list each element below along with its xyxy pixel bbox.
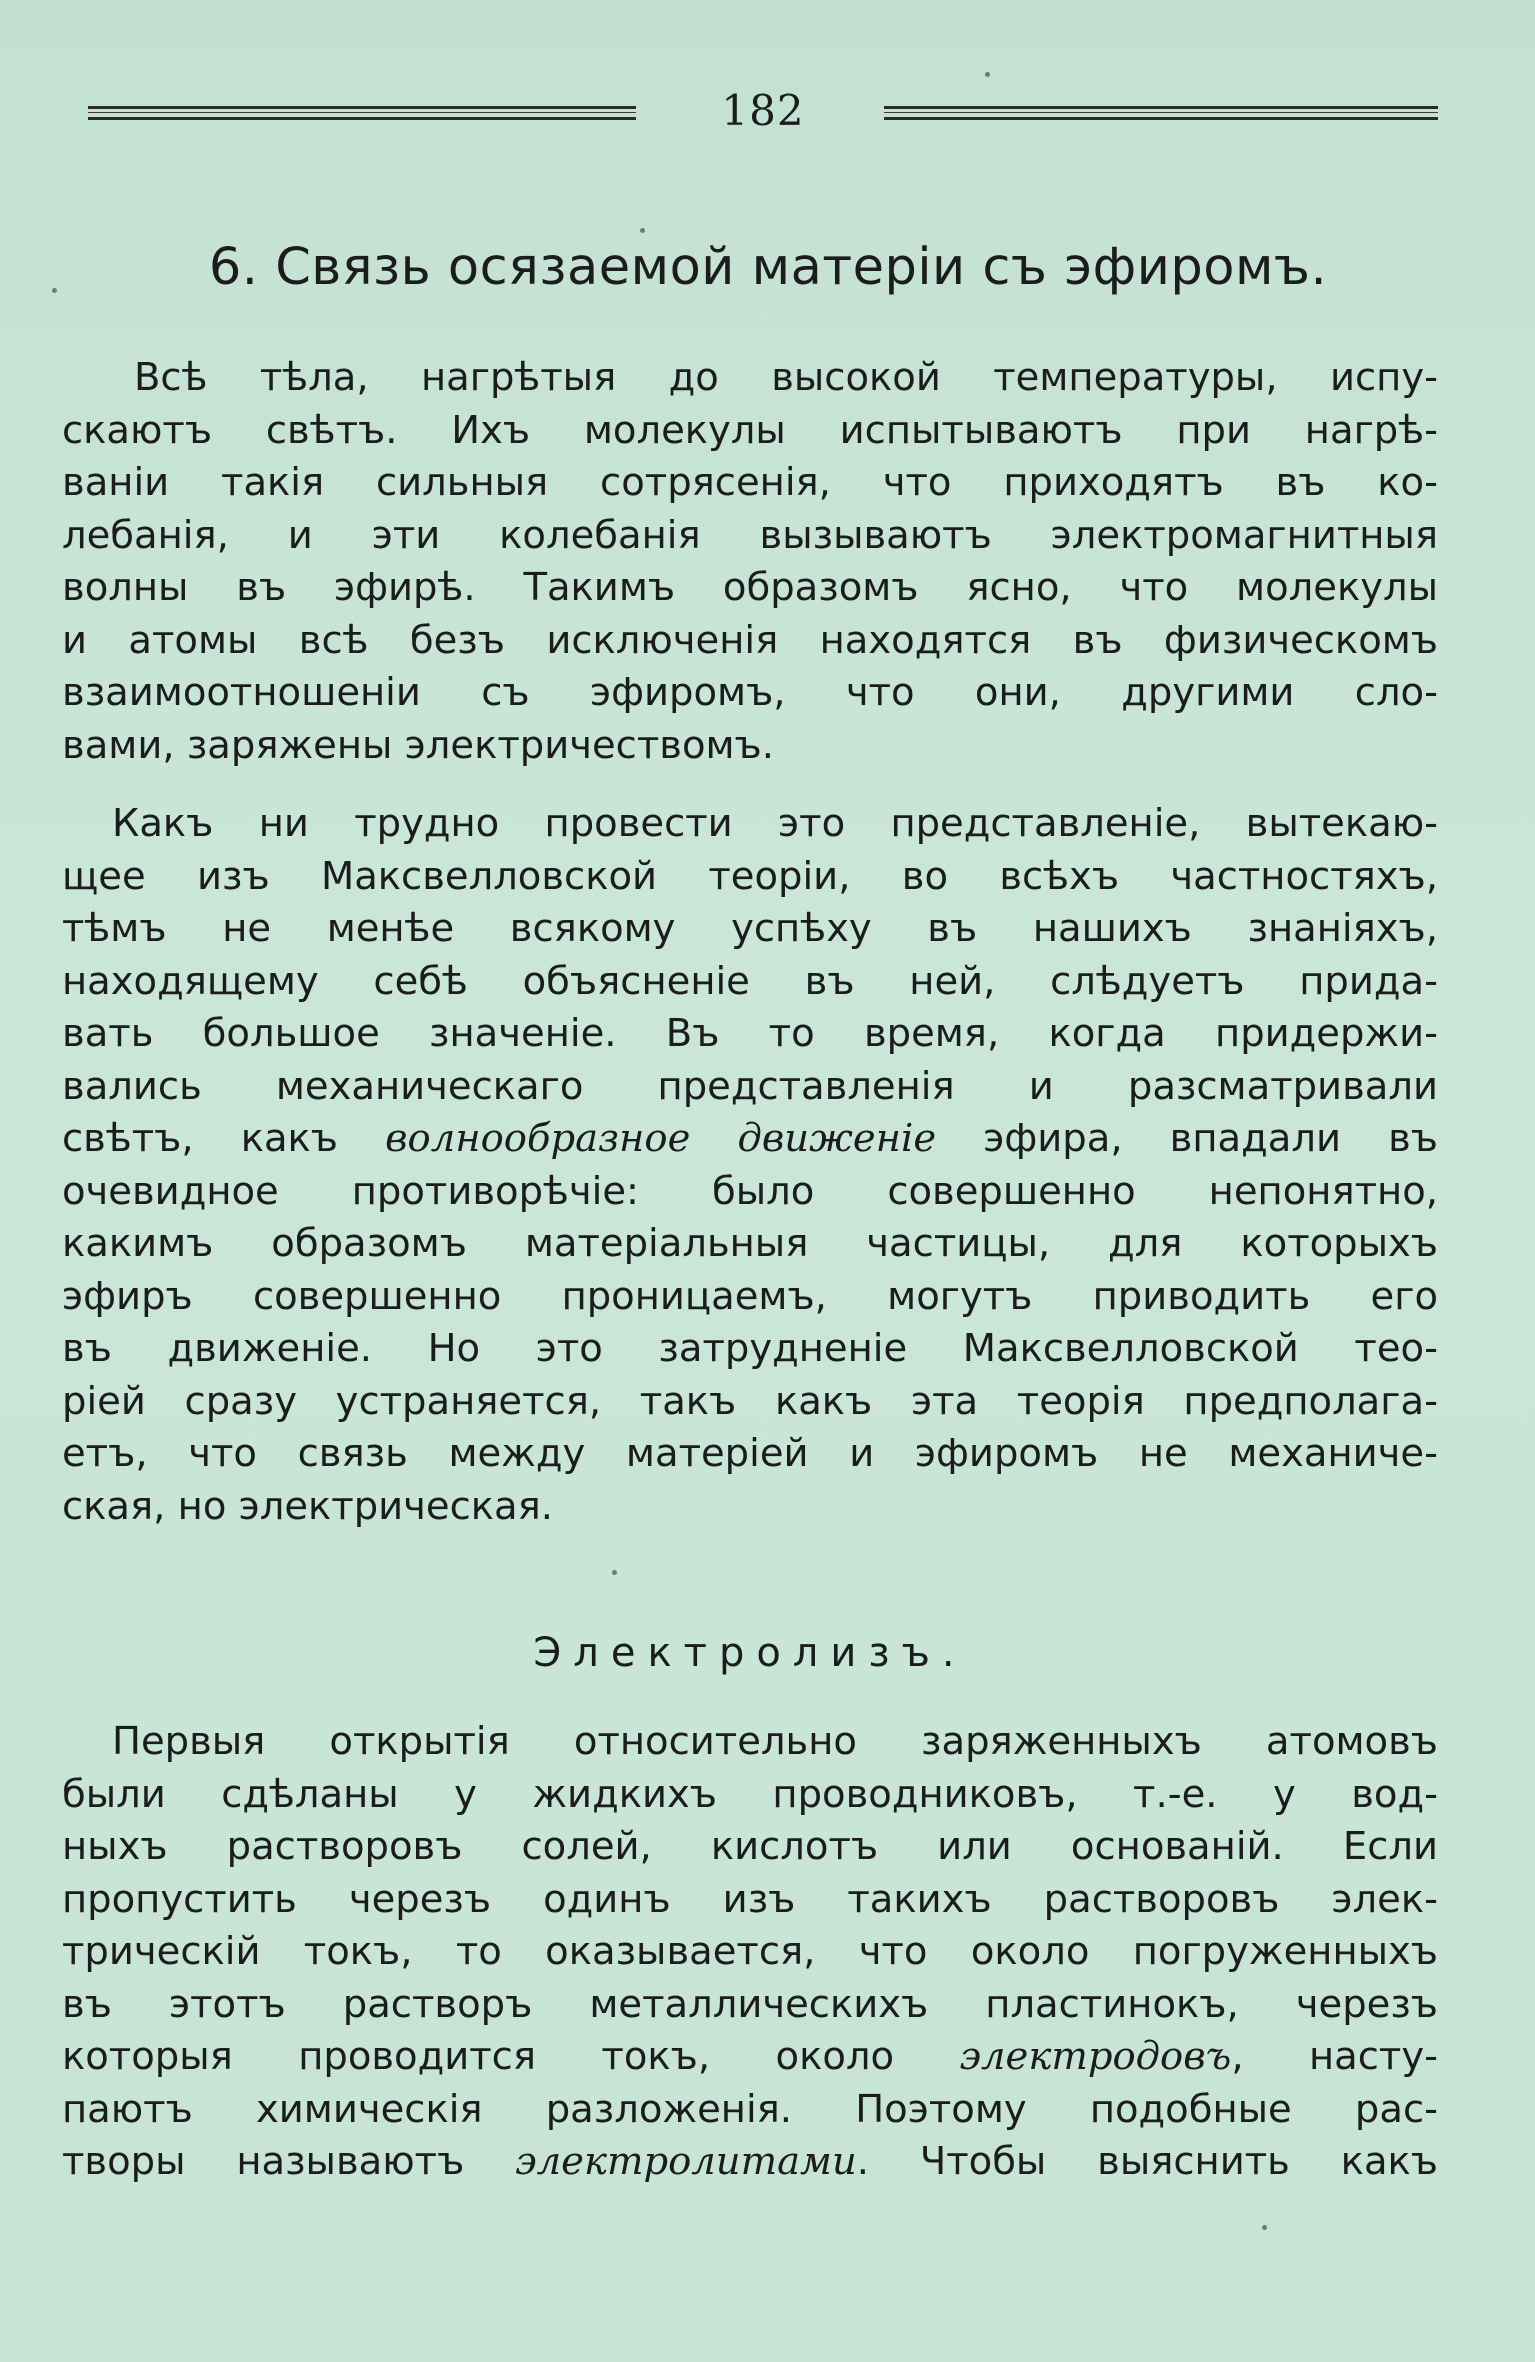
text-line: ваніи такія сильныя сотрясенія, что приходятъ въ ко- bbox=[62, 460, 1438, 505]
text-line: очевидное противорѣчіе: было совершенно непонятно, bbox=[62, 1168, 1438, 1214]
text-line: волны въ эфирѣ. Такимъ образомъ ясно, что молекулы bbox=[62, 565, 1438, 610]
text-line: вались механическаго представленія и разсматривали bbox=[62, 1063, 1438, 1109]
text-line: ныхъ растворовъ солей, кислотъ или основаній. Если bbox=[62, 1824, 1438, 1869]
text-line: скаютъ свѣтъ. Ихъ молекулы испытываютъ при нагрѣ- bbox=[62, 407, 1438, 453]
header-rule-right bbox=[884, 106, 1438, 120]
text-run: свѣтъ, какъ bbox=[62, 1116, 386, 1161]
paragraph-2 bbox=[62, 798, 1438, 1533]
text-line: были сдѣланы у жидкихъ проводниковъ, т.-е. у вод- bbox=[62, 1771, 1438, 1817]
paper-speck bbox=[612, 1570, 617, 1575]
paper-speck bbox=[52, 288, 57, 293]
text-line bbox=[62, 2136, 1438, 2189]
paper-speck bbox=[985, 72, 990, 77]
text-line: Какъ ни трудно провести это представленіе, вытекаю- bbox=[112, 801, 1438, 846]
text-run: творы называютъ bbox=[62, 2139, 516, 2184]
text-line: пропустить черезъ одинъ изъ такихъ растворовъ элек- bbox=[62, 1876, 1438, 1922]
text-run: . Чтобы выяснить какъ bbox=[856, 2139, 1438, 2184]
text-line: лебанія, и эти колебанія вызываютъ электромагнитныя bbox=[62, 512, 1438, 558]
text-run: эфира, впадали въ bbox=[936, 1116, 1438, 1161]
text-line: въ движеніе. Но это затрудненіе Максвелловской тео- bbox=[62, 1326, 1438, 1371]
text-line: Первыя открытія относительно заряженныхъ атомовъ bbox=[112, 1719, 1438, 1764]
text-line: вать большое значеніе. Въ то время, когда придержи- bbox=[62, 1011, 1438, 1056]
text-line: эфиръ совершенно проницаемъ, могутъ приводить его bbox=[62, 1273, 1438, 1319]
text-run: , насту- bbox=[1231, 2034, 1439, 2079]
paragraph-1 bbox=[62, 352, 1438, 772]
header-rule-left bbox=[88, 106, 636, 120]
text-line: взаимоотношеніи съ эфиромъ, что они, другими сло- bbox=[62, 670, 1438, 715]
text-line: паютъ химическія разложенія. Поэтому подобные рас- bbox=[62, 2086, 1438, 2132]
italic-term: волнообразное движеніе bbox=[385, 1116, 937, 1161]
text-line: ская, но электрическая. bbox=[62, 1483, 554, 1529]
text-line: ріей сразу устраняется, такъ какъ эта теорія предполага- bbox=[62, 1378, 1438, 1424]
text-line bbox=[62, 1113, 1438, 1166]
text-line: етъ, что связь между матеріей и эфиромъ не механиче- bbox=[62, 1431, 1438, 1476]
text-line: щее изъ Максвелловской теоріи, во всѣхъ частностяхъ, bbox=[62, 853, 1438, 899]
text-line: вами, заряжены электричествомъ. bbox=[62, 722, 774, 768]
paragraph-3 bbox=[62, 1716, 1438, 2189]
text-line: въ этотъ растворъ металлическихъ пластинокъ, черезъ bbox=[62, 1981, 1438, 2027]
subheading-electrolysis: Электролизъ. bbox=[533, 1630, 967, 1676]
page-number: 182 bbox=[721, 86, 805, 135]
italic-term: электролитами bbox=[515, 2139, 857, 2184]
paper-speck bbox=[640, 228, 645, 233]
text-line: находящему себѣ объясненіе въ ней, слѣдуетъ прида- bbox=[62, 958, 1438, 1004]
text-run: которыя проводится токъ, около bbox=[62, 2034, 960, 2079]
text-line: Всѣ тѣла, нагрѣтыя до высокой температуры, испу- bbox=[134, 355, 1438, 400]
section-title: 6. Связь осязаемой матеріи съ эфиромъ. bbox=[208, 238, 1328, 297]
italic-term: электродовъ bbox=[959, 2034, 1232, 2079]
page-header bbox=[88, 86, 1438, 140]
text-line bbox=[62, 2031, 1438, 2084]
text-line: тѣмъ не менѣе всякому успѣху въ нашихъ знаніяхъ, bbox=[62, 906, 1438, 951]
text-line: трическій токъ, то оказывается, что около погруженныхъ bbox=[62, 1929, 1438, 1974]
text-line: какимъ образомъ матеріальныя частицы, для которыхъ bbox=[62, 1221, 1438, 1266]
text-line: и атомы всѣ безъ исключенія находятся въ физическомъ bbox=[62, 617, 1438, 663]
paper-speck bbox=[1262, 2225, 1267, 2230]
